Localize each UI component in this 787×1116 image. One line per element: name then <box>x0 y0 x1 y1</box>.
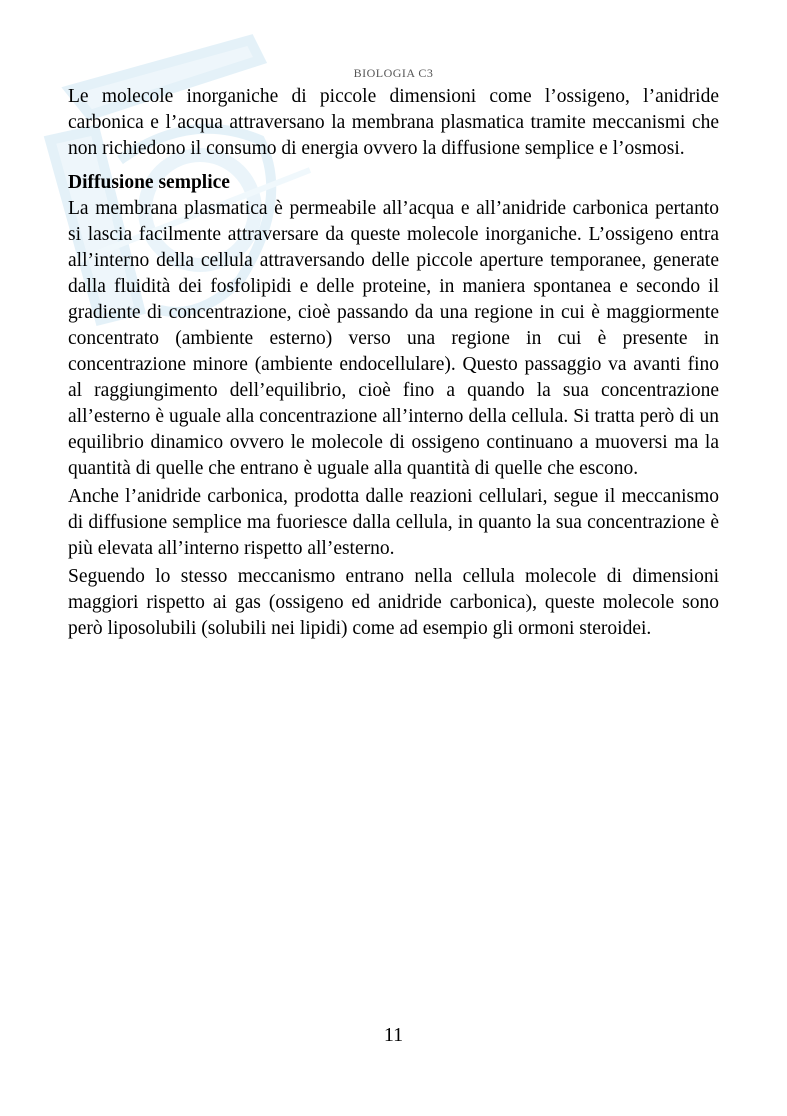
paragraph-liposoluble: Seguendo lo stesso meccanismo entrano nella cellula molecole di dimensioni maggiori rispetto ai gas (ossigeno ed anidride carbonica), queste molecole sono però liposolubili (solubili nei lipidi) come ad esempio gli ormoni steroidei. <box>68 566 719 639</box>
running-header: BIOLOGIA C3 <box>353 66 434 80</box>
page-number: 11 <box>383 1024 404 1046</box>
paragraph-carbon-dioxide: Anche l’anidride carbonica, prodotta dalle reazioni cellulari, segue il meccanismo di diffusione semplice ma fuoriesce dalla cellula, in quanto la sua concentrazione è più elevata all’interno rispetto all’esterno. <box>68 486 719 559</box>
paragraph-intro: Le molecole inorganiche di piccole dimensioni come l’ossigeno, l’anidride carbonica e l’acqua attraversano la membrana plasmatica tramite meccanismi che non richiedono il consumo di energia ovvero la diffusione semplice e l’osmosi. <box>68 86 719 159</box>
page-body <box>68 84 719 642</box>
paragraph-diffusion: La membrana plasmatica è permeabile all’acqua e all’anidride carbonica pertanto si lascia facilmente attraversare da queste molecole inorganiche. L’ossigeno entra all’interno della cellula attraversando delle piccole aperture temporanee, generate dalla fluidità dei fosfolipidi e delle proteine, in maniera spontanea e secondo il gradiente di concentrazione, cioè passando da una regione in cui è maggiormente concentrato (ambiente esterno) verso una regione in cui è presente in concentrazione minore (ambiente endocellulare). Questo passaggio va avanti fino al raggiungimento dell’equilibrio, cioè fino a quando la sua concentrazione all’esterno è uguale alla concentrazione all’interno della cellula. Si tratta però di un equilibrio dinamico ovvero le molecole di ossigeno continuano a muoversi ma la quantità di quelle che entrano è uguale alla quantità di quelle che escono. <box>68 198 719 479</box>
section-heading: Diffusione semplice <box>68 172 230 193</box>
